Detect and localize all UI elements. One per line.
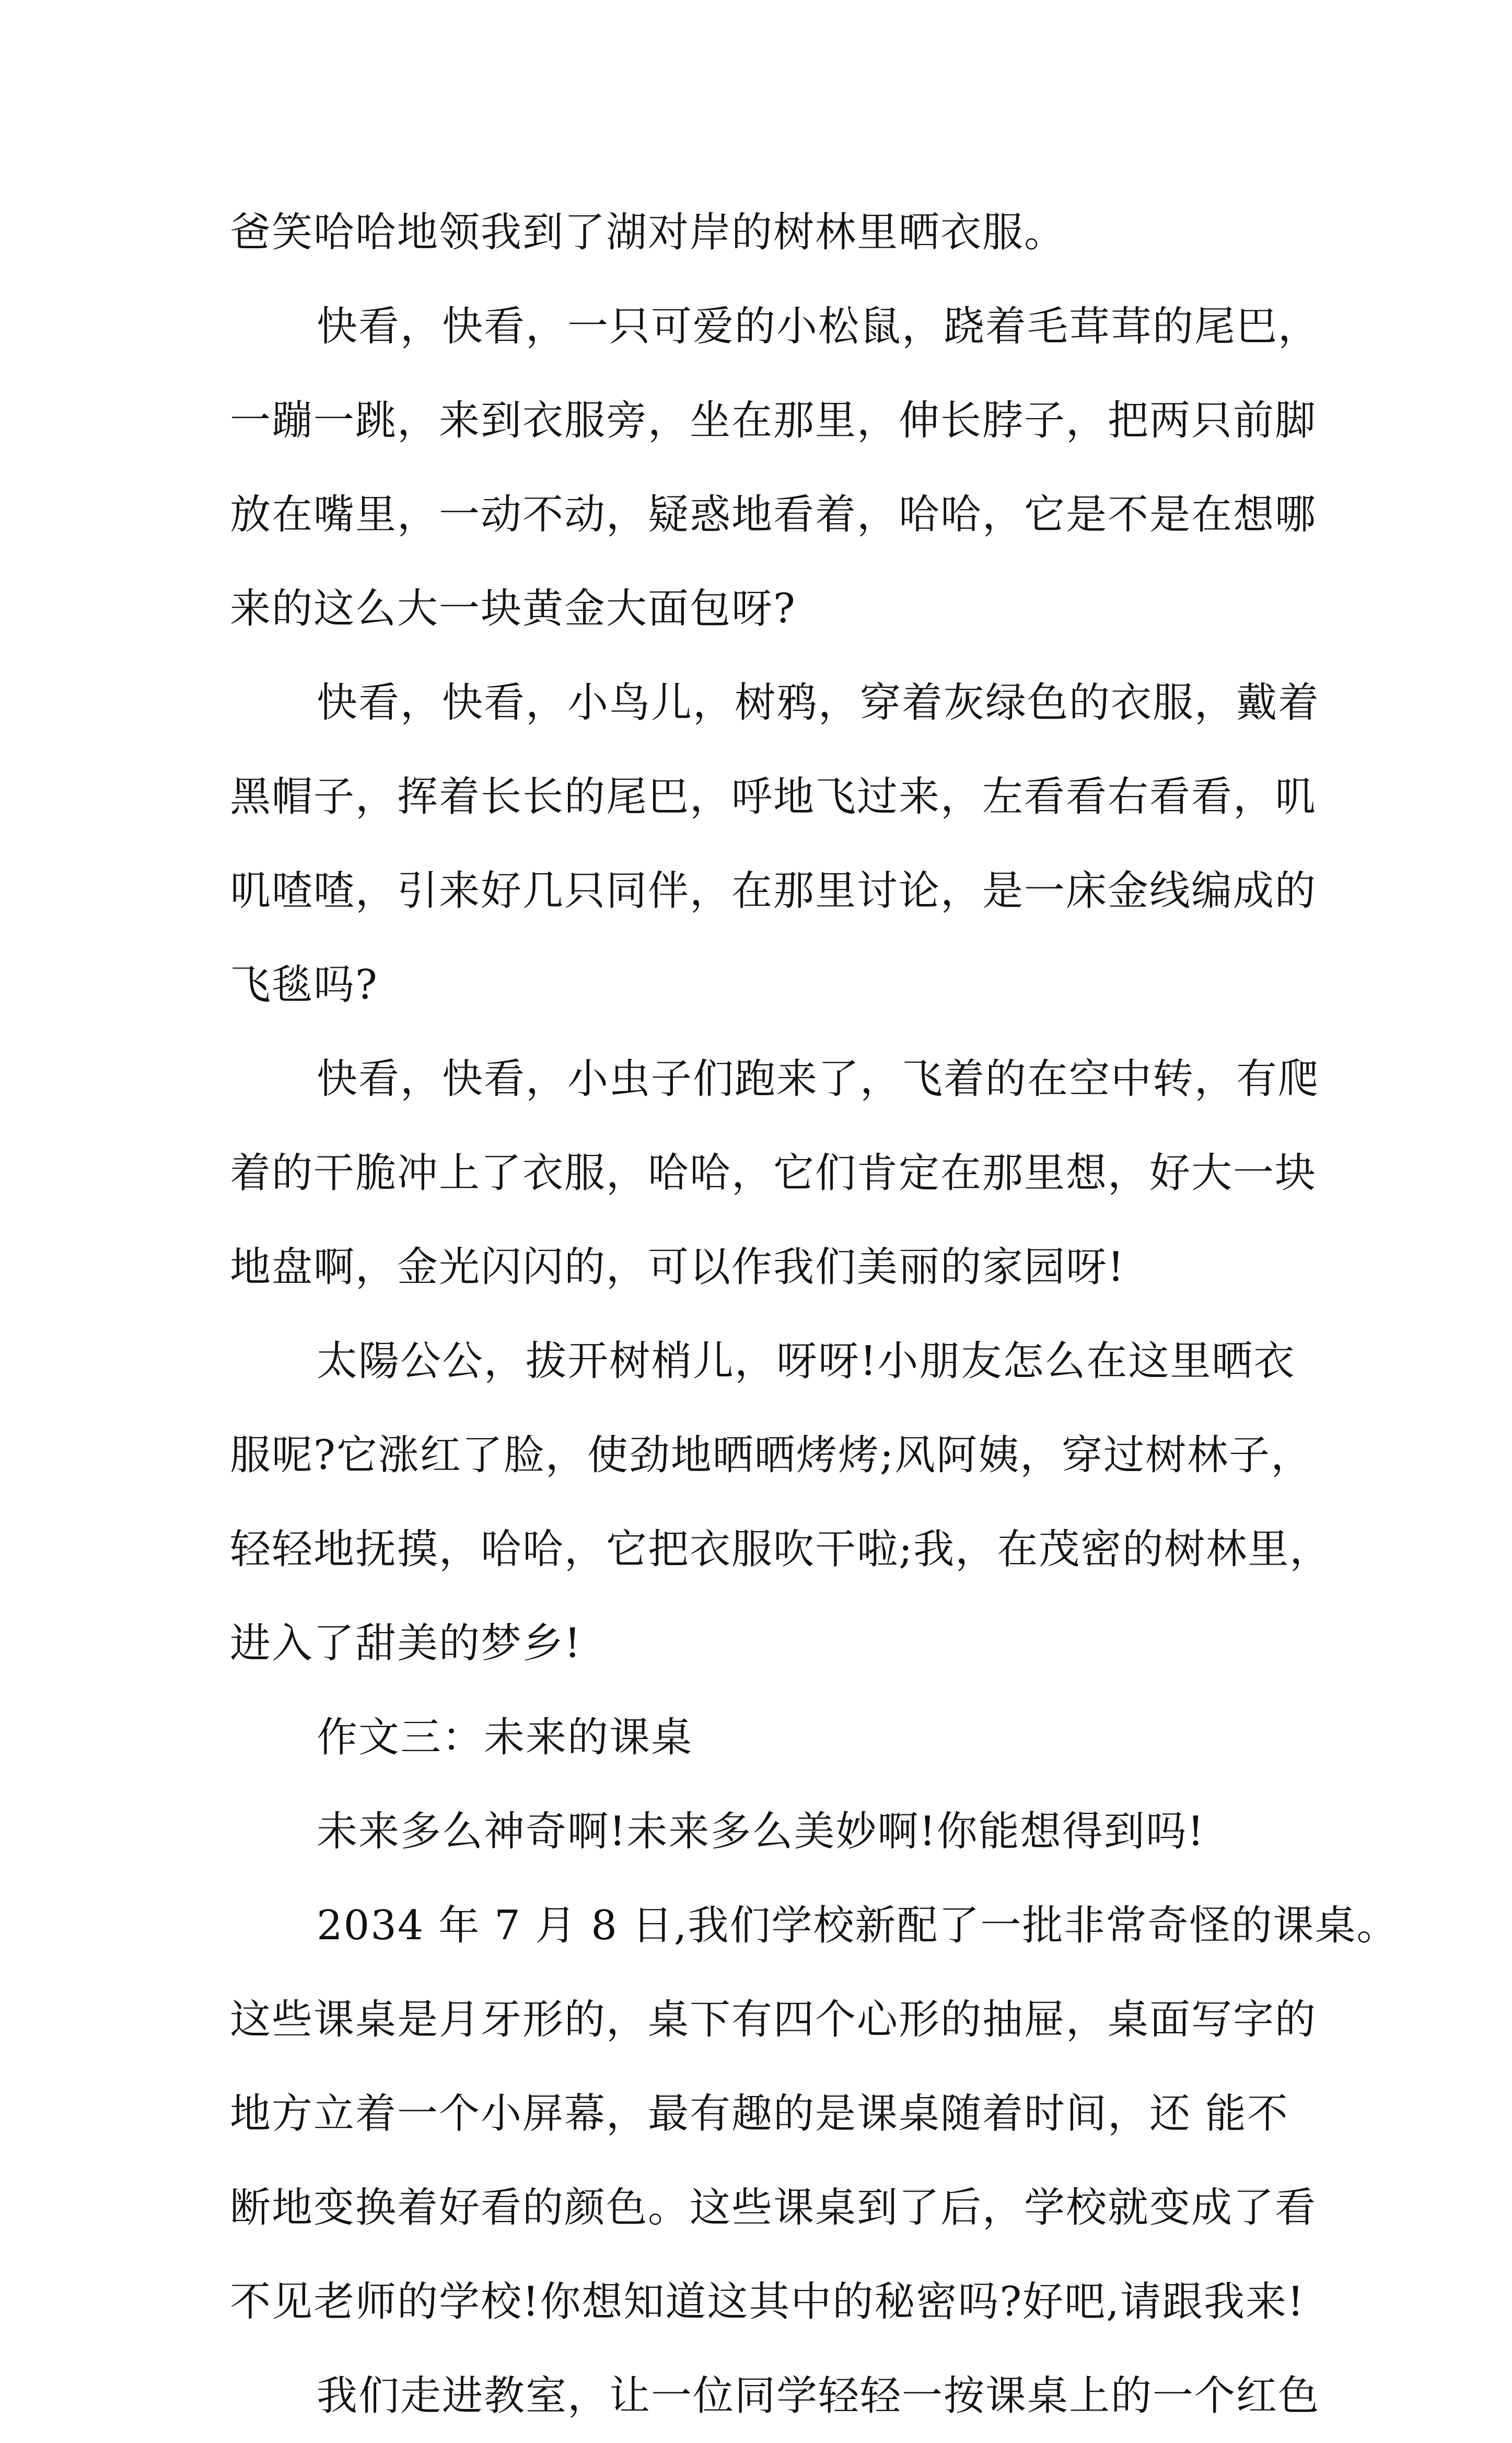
text-line: 地盘啊，金光闪闪的，可以作我们美丽的家园呀! [230,1244,1125,1291]
paragraph-start-line: 快看，快看，一只可爱的小松鼠，跷着毛茸茸的尾巴， [317,303,1320,350]
text-line: 不见老师的学校!你想知道这其中的秘密吗?好吧,请跟我来! [230,2278,1305,2325]
text-line: 飞毯吗? [230,962,378,1009]
text-line: 断地变换着好看的颜色。这些课桌到了后，学校就变成了看 [230,2184,1317,2231]
text-line: 服呢?它涨红了脸，使劲地晒晒烤烤;风阿姨，穿过树林子， [230,1432,1313,1479]
text-line: 这些课桌是月牙形的，桌下有四个心形的抽屉，桌面写字的 [230,1996,1317,2043]
text-line: 黑帽子，挥着长长的尾巴，呼地飞过来，左看看右看看，叽 [230,773,1317,820]
text-line: 放在嘴里，一动不动，疑惑地看着，哈哈，它是不是在想哪 [230,491,1317,538]
body-text [230,186,1399,2443]
text-line: 爸笑哈哈地领我到了湖对岸的树林里晒衣服。 [230,209,1066,256]
text-line: 叽喳喳，引来好几只同伴，在那里讨论，是一床金线编成的 [230,867,1317,914]
paragraph-start-line: 未来多么神奇啊!未来多么美妙啊!你能想得到吗! [317,1808,1205,1855]
paragraph-start-line: 快看，快看，小虫子们跑来了，飞着的在空中转，有爬 [317,1056,1320,1103]
section-heading: 作文三：未来的课桌 [317,1714,693,1761]
paragraph-start-line: 2034 年 7 月 8 日,我们学校新配了一批非常奇怪的课桌。 [317,1902,1399,1949]
paragraph-start-line: 太陽公公，拔开树梢儿，呀呀!小朋友怎么在这里晒衣 [317,1338,1296,1385]
text-line: 进入了甜美的梦乡! [230,1620,582,1667]
text-line: 来的这么大一块黄金大面包呀? [230,585,796,632]
text-line: 着的干脆冲上了衣服，哈哈，它们肯定在那里想，好大一块 [230,1150,1317,1197]
text-line: 一蹦一跳，来到衣服旁，坐在那里，伸长脖子，把两只前脚 [230,397,1317,444]
paragraph-start-line: 我们走进教室，让一位同学轻轻一按课桌上的一个红色 [317,2372,1320,2419]
text-line: 地方立着一个小屏幕，最有趣的是课桌随着时间，还 能不 [230,2090,1289,2137]
text-line: 轻轻地抚摸，哈哈，它把衣服吹干啦;我，在茂密的树林里， [230,1526,1332,1573]
paragraph-start-line: 快看，快看，小鸟儿，树鸦，穿着灰绿色的衣服，戴着 [317,679,1320,726]
